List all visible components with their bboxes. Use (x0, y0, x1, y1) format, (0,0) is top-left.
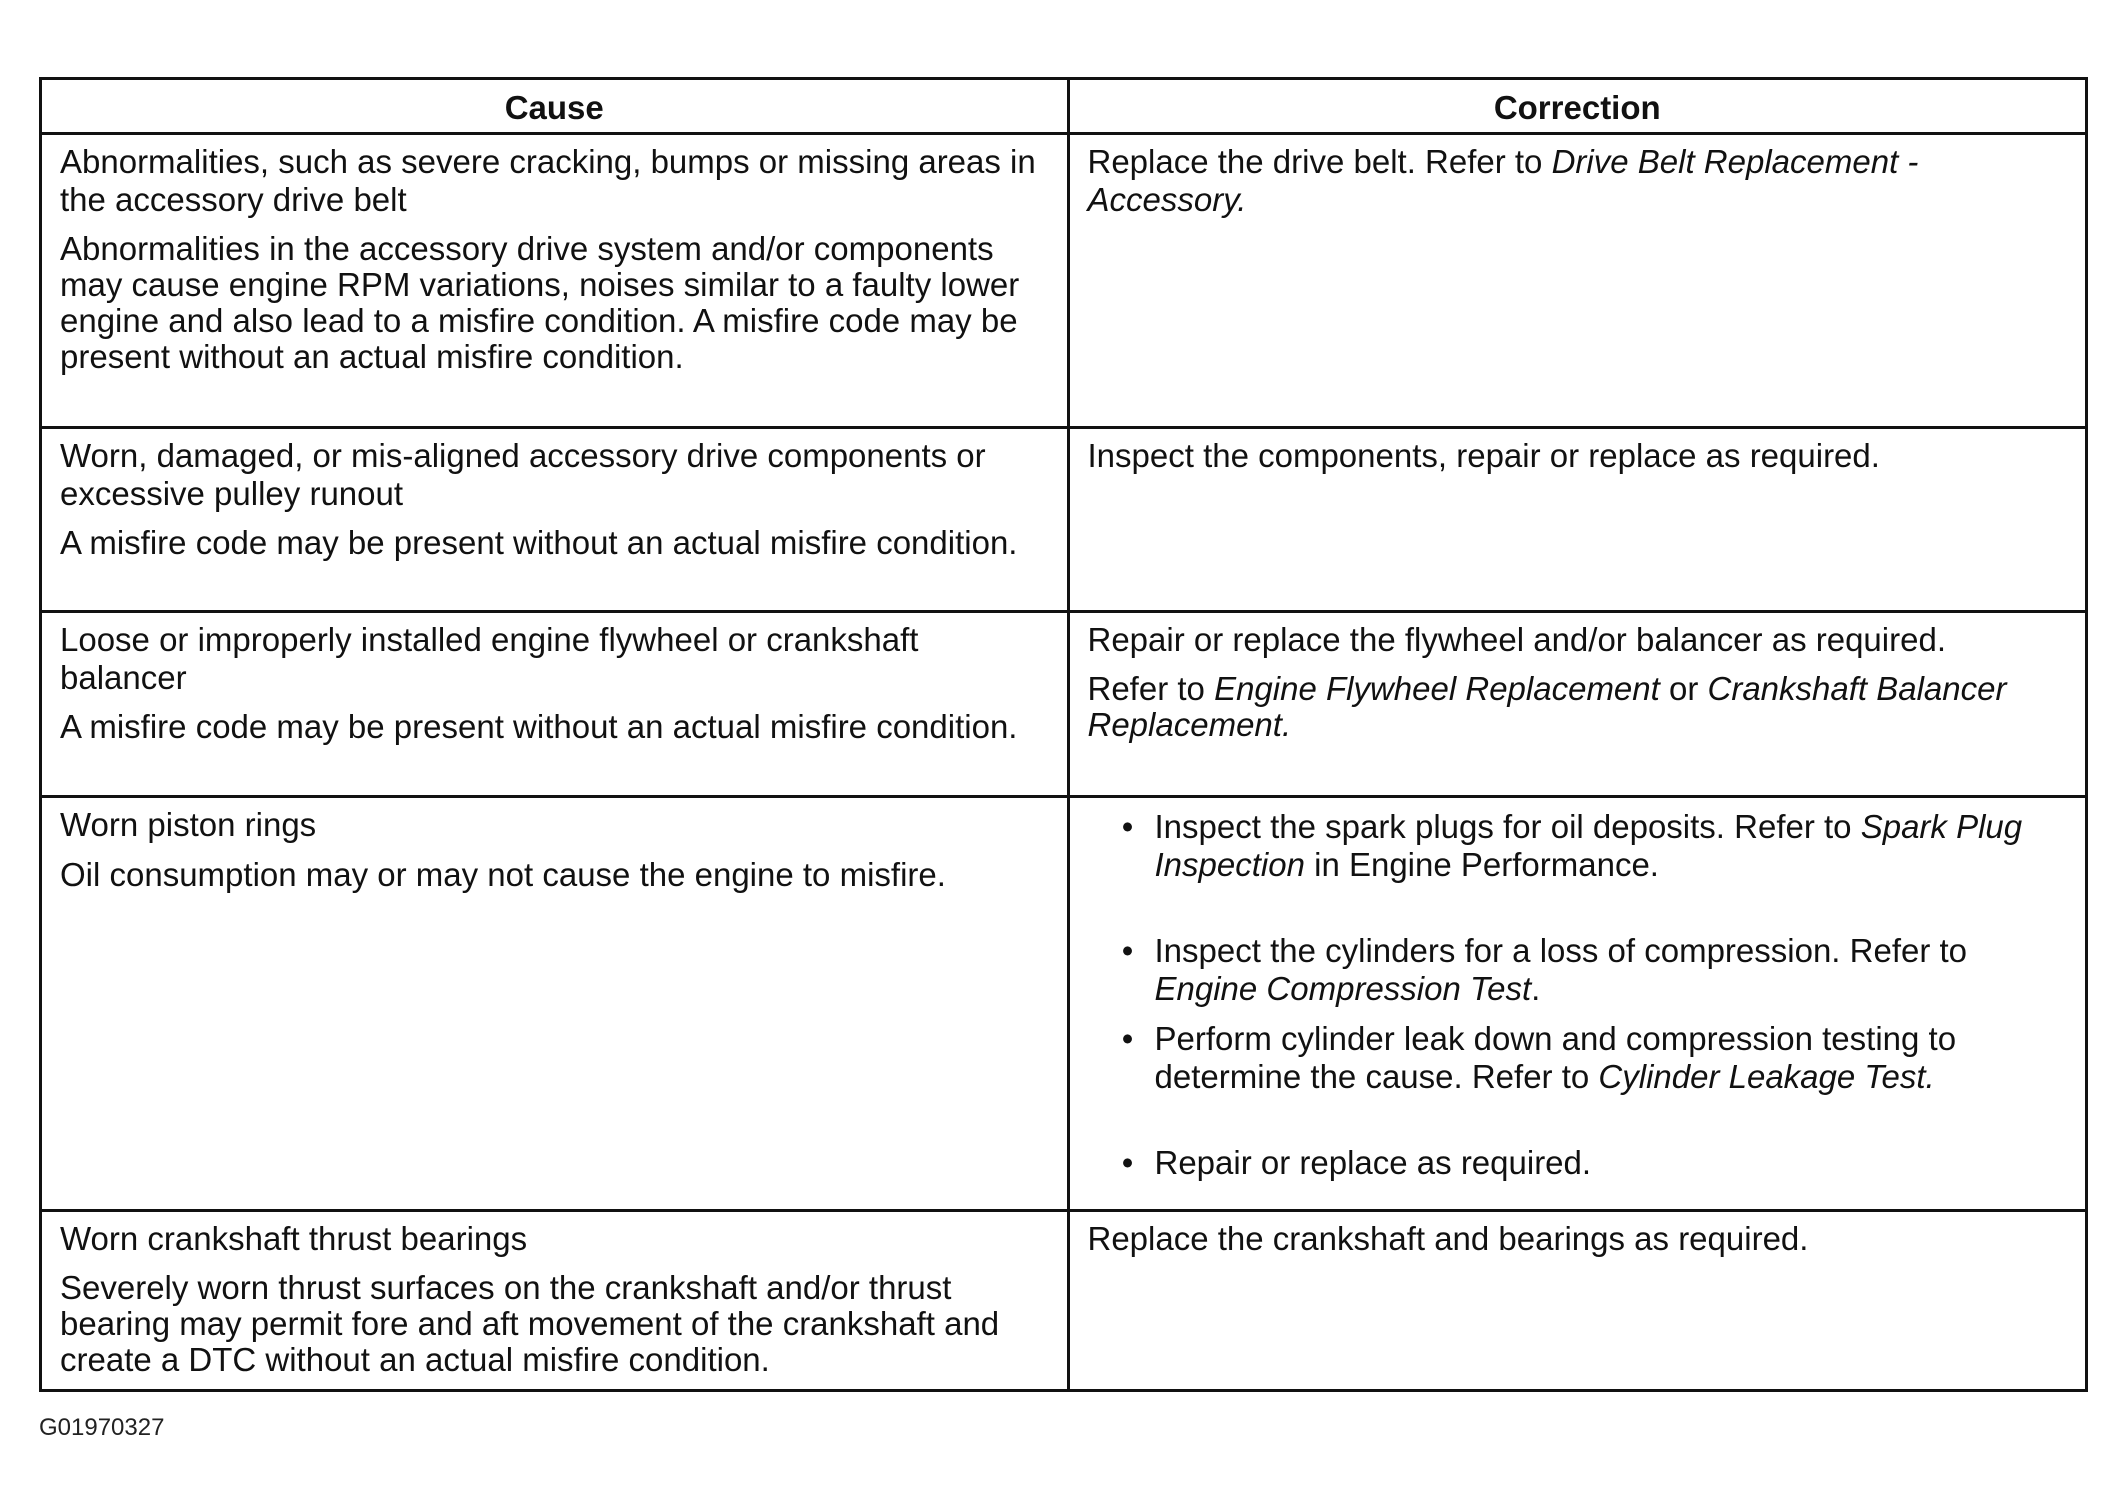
correction-bullet-list (1088, 808, 2068, 1182)
bullet-icon: • (1121, 808, 1134, 845)
cause-cell (42, 612, 1068, 797)
bullet-text-tail: . (1531, 970, 1541, 1007)
correction-text: Repair or replace the flywheel and/or balancer as required. (1087, 621, 1946, 658)
correction-reference-line (1088, 671, 2068, 743)
procedure-reference: Drive Belt Replacement - Accessory. (1087, 143, 1919, 218)
table-header-row (42, 80, 2085, 134)
cause-detail: Oil consumption may or may not cause the engine to misfire. (60, 856, 946, 893)
correction-cell (1068, 1211, 2085, 1390)
procedure-reference: Engine Compression Test (1154, 970, 1532, 1007)
list-item (1118, 808, 2068, 884)
cause-correction-table (42, 80, 2085, 1389)
correction-cell (1068, 134, 2085, 428)
cause-title: Abnormalities, such as severe cracking, bumps or missing areas in the accessory drive belt (60, 143, 1036, 218)
list-item (1118, 1020, 2068, 1096)
correction-text: Inspect the components, repair or replace as required. (1087, 437, 1880, 474)
correction-connector: or (1659, 670, 1708, 707)
table-row (42, 134, 2085, 428)
correction-text: Replace the crankshaft and bearings as required. (1087, 1220, 1809, 1257)
header-cause: Cause (42, 80, 1068, 134)
diagnosis-table-frame (39, 77, 2088, 1392)
correction-text-lead: Refer to (1087, 670, 1215, 707)
cause-detail: Severely worn thrust surfaces on the crankshaft and/or thrust bearing may permit fore and aft movement of the crankshaft and create a DTC without an actual misfire condition. (60, 1269, 1000, 1378)
list-item (1118, 932, 2068, 1008)
cause-detail: A misfire code may be present without an actual misfire condition. (60, 708, 1018, 745)
correction-cell (1068, 612, 2085, 797)
header-correction: Correction (1068, 80, 2085, 134)
correction-cell (1068, 428, 2085, 612)
cause-title: Worn, damaged, or mis-aligned accessory drive components or excessive pulley runout (60, 437, 986, 512)
cause-cell (42, 1211, 1068, 1390)
bullet-icon: • (1121, 1020, 1134, 1057)
table-row (42, 1211, 2085, 1390)
bullet-text: Inspect the spark plugs for oil deposits. Refer to (1154, 808, 1861, 845)
procedure-reference: Spark Plug Inspection (1154, 808, 2023, 883)
correction-text (1088, 143, 2068, 219)
cause-cell (42, 797, 1068, 1211)
cause-detail: Abnormalities in the accessory drive system and/or components may cause engine RPM variations, noises similar to a faulty lower engine and also lead to a misfire condition. A misfire code may be present without an actual misfire condition. (60, 230, 1020, 375)
figure-code: G01970327 (39, 1414, 165, 1441)
bullet-icon: • (1121, 1144, 1134, 1181)
procedure-reference: Crankshaft Balancer Replacement. (1087, 670, 2007, 743)
bullet-text: Repair or replace as required. (1154, 1144, 1592, 1181)
bullet-text-tail: in Engine Performance. (1304, 846, 1659, 883)
bullet-text: Perform cylinder leak down and compression testing to determine the cause. Refer to (1154, 1020, 1957, 1095)
cause-detail: A misfire code may be present without an actual misfire condition. (60, 524, 1018, 561)
correction-text-lead: Replace the drive belt. Refer to (1087, 143, 1552, 180)
procedure-reference: Engine Flywheel Replacement (1214, 670, 1660, 707)
table-row (42, 428, 2085, 612)
bullet-text: Inspect the cylinders for a loss of compression. Refer to (1154, 932, 1968, 969)
bullet-icon: • (1121, 932, 1134, 969)
correction-cell (1068, 797, 2085, 1211)
table-row (42, 612, 2085, 797)
table-row (42, 797, 2085, 1211)
list-item (1118, 1144, 2068, 1182)
procedure-reference: Cylinder Leakage Test. (1598, 1058, 1935, 1095)
cause-cell (42, 134, 1068, 428)
cause-title: Loose or improperly installed engine flywheel or crankshaft balancer (60, 621, 919, 696)
cause-title: Worn crankshaft thrust bearings (60, 1220, 528, 1257)
cause-cell (42, 428, 1068, 612)
cause-title: Worn piston rings (60, 806, 317, 843)
